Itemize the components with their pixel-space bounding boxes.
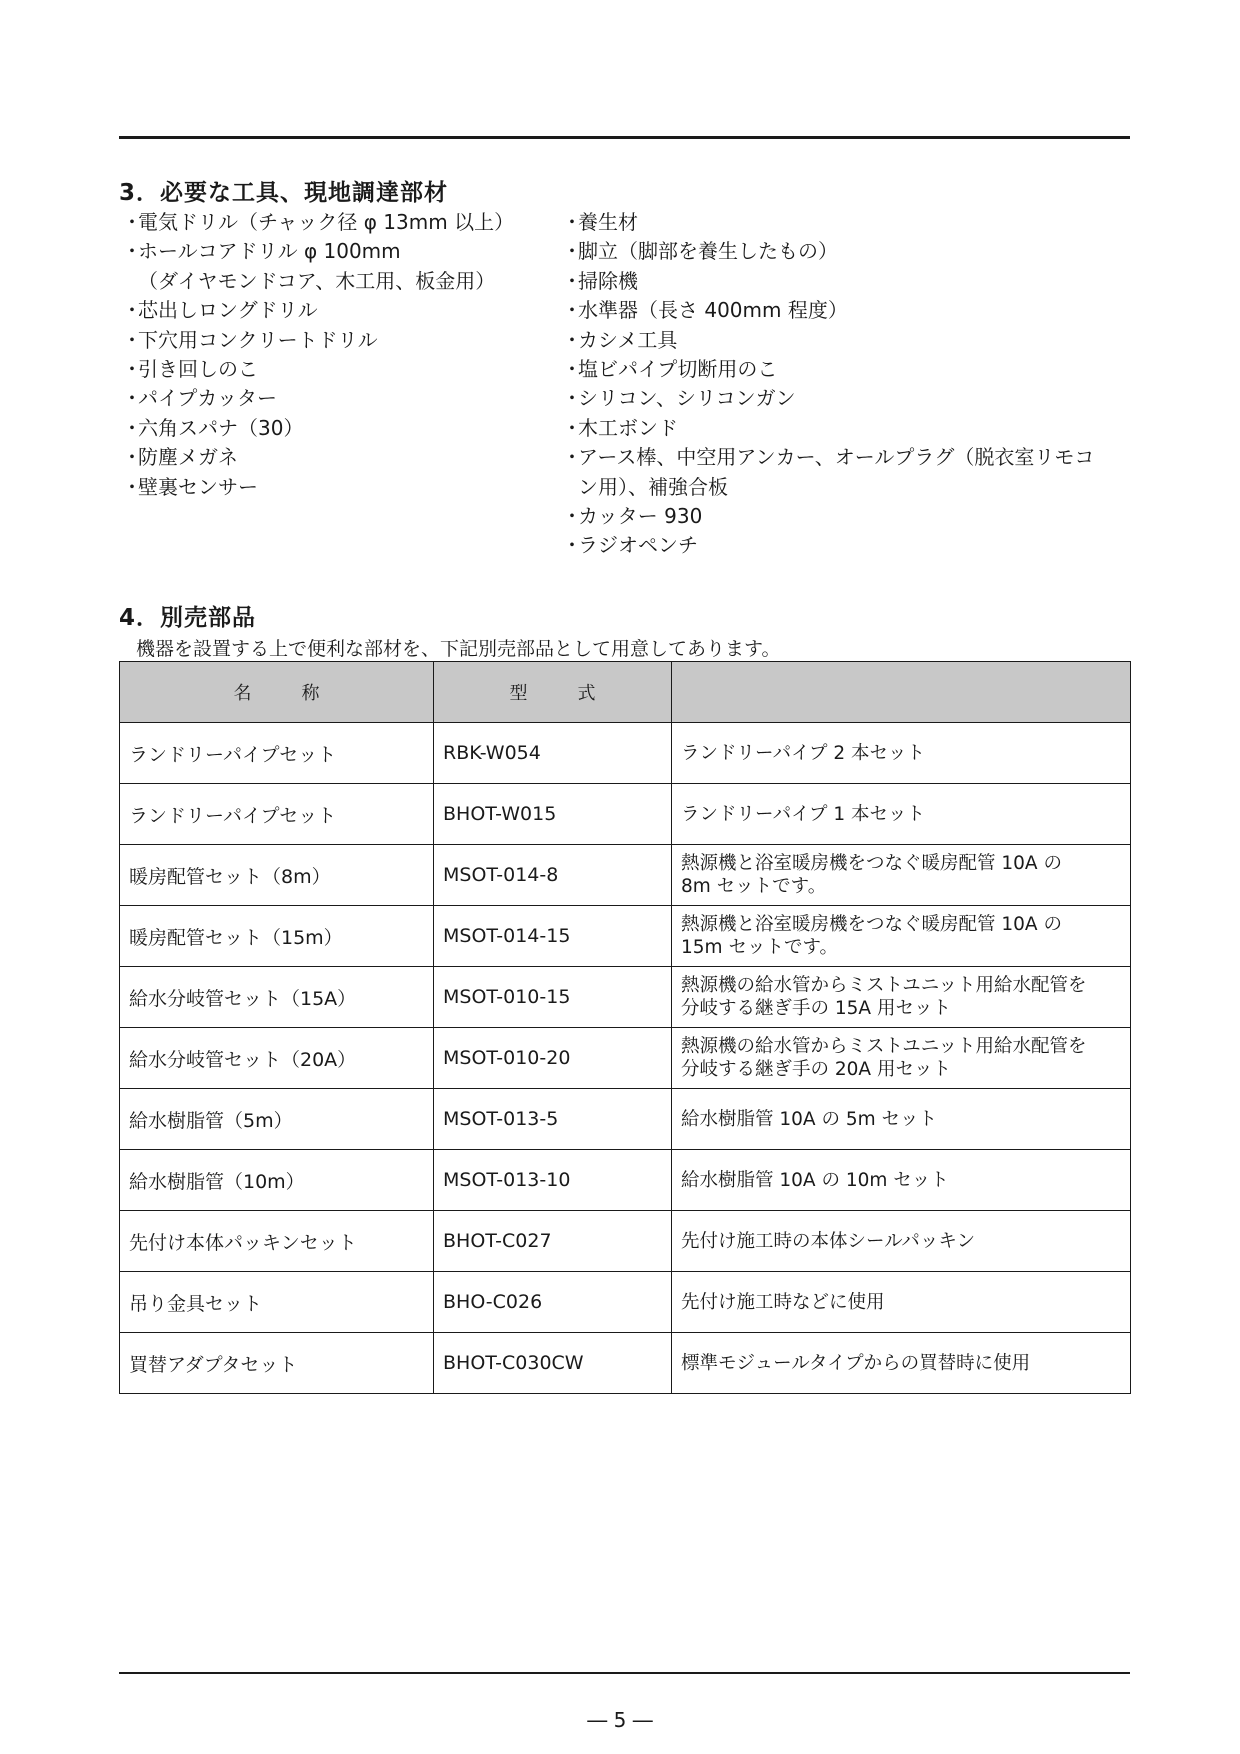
list-item-text: 電気ドリル（チャック径 φ 13mm 以上） bbox=[138, 210, 515, 234]
bullet-mark: ・ bbox=[562, 533, 582, 558]
cell-remark: ランドリーパイプ 2 本セット bbox=[672, 723, 1131, 784]
cell-remark: 標準モジュールタイプからの買替時に使用 bbox=[672, 1333, 1131, 1394]
table-row bbox=[120, 1150, 1131, 1211]
list-item-text: 木工ボンド bbox=[578, 415, 678, 440]
bullet-mark: ・ bbox=[562, 239, 582, 264]
cell-name: 吊り金具セット bbox=[120, 1272, 434, 1333]
page-number: ― 5 ― bbox=[587, 1708, 653, 1732]
table-row bbox=[120, 1333, 1131, 1394]
cell-name: 給水樹脂管（10m） bbox=[120, 1150, 434, 1211]
bullet-mark: ・ bbox=[562, 298, 582, 323]
list-item bbox=[562, 531, 1137, 560]
list-item bbox=[122, 473, 552, 502]
cell-model: MSOT-010-20 bbox=[434, 1028, 672, 1089]
cell-model: MSOT-013-5 bbox=[434, 1089, 672, 1150]
bullet-mark: ・ bbox=[122, 357, 142, 382]
list-item bbox=[122, 267, 552, 296]
bullet-mark: ・ bbox=[122, 445, 142, 470]
list-item-text: 芯出しロングドリル bbox=[138, 298, 318, 323]
cell-remark: 先付け施工時の本体シールパッキン bbox=[672, 1211, 1131, 1272]
bottom-divider bbox=[119, 1672, 1130, 1674]
bullet-mark: ・ bbox=[562, 268, 582, 293]
bullet-mark: ・ bbox=[562, 357, 582, 382]
list-item-text: 引き回しのこ bbox=[138, 357, 258, 382]
list-item bbox=[562, 384, 1137, 413]
bullet-mark: ・ bbox=[122, 415, 142, 440]
cell-model: BHOT-C027 bbox=[434, 1211, 672, 1272]
bullet-mark: ・ bbox=[122, 386, 142, 411]
bullet-mark: ・ bbox=[562, 210, 582, 234]
list-item-text: カシメ工具 bbox=[578, 327, 678, 352]
cell-name: 暖房配管セット（8m） bbox=[120, 845, 434, 906]
cell-model: MSOT-010-15 bbox=[434, 967, 672, 1028]
cell-model: RBK-W054 bbox=[434, 723, 672, 784]
cell-name: 先付け本体パッキンセット bbox=[120, 1211, 434, 1272]
bullet-mark: ・ bbox=[122, 210, 142, 234]
list-item bbox=[562, 208, 1137, 237]
table-row bbox=[120, 1211, 1131, 1272]
list-item bbox=[562, 267, 1137, 296]
list-item-text: アース棒、中空用アンカー、オールプラグ（脱衣室リモコ bbox=[578, 445, 1095, 470]
list-item-text: 脚立（脚部を養生したもの） bbox=[578, 239, 838, 264]
list-item-text: ラジオペンチ bbox=[578, 533, 698, 558]
section-3-title: 3．必要な工具、現地調達部材 bbox=[119, 180, 449, 206]
cell-remark: 熱源機の給水管からミストユニット用給水配管を 分岐する継ぎ手の 15A 用セット bbox=[672, 967, 1131, 1028]
cell-model: MSOT-014-8 bbox=[434, 845, 672, 906]
list-item-text: （ダイヤモンドコア、木工用、板金用） bbox=[138, 268, 496, 293]
list-item bbox=[562, 414, 1137, 443]
tools-list-right bbox=[562, 208, 1137, 561]
table-row bbox=[120, 1089, 1131, 1150]
list-item-text: 壁裏センサー bbox=[138, 474, 258, 499]
cell-name: 給水樹脂管（5m） bbox=[120, 1089, 434, 1150]
table-row bbox=[120, 1028, 1131, 1089]
table-header-row bbox=[120, 662, 1131, 723]
list-item-text: 水準器（長さ 400mm 程度） bbox=[578, 298, 848, 323]
list-item bbox=[562, 326, 1137, 355]
bullet-mark: ・ bbox=[122, 298, 142, 323]
header-remark bbox=[672, 662, 1131, 723]
bullet-mark: ・ bbox=[562, 415, 582, 440]
table-row bbox=[120, 723, 1131, 784]
bullet-mark: ・ bbox=[562, 386, 582, 411]
list-item bbox=[122, 384, 552, 413]
table-body bbox=[120, 723, 1131, 1394]
section-4-title: 4．別売部品 bbox=[119, 605, 257, 631]
cell-model: BHO-C026 bbox=[434, 1272, 672, 1333]
bullet-mark: ・ bbox=[562, 327, 582, 352]
cell-model: MSOT-013-10 bbox=[434, 1150, 672, 1211]
section-4-intro: 機器を設置する上で便利な部材を、下記別売部品として用意してあります。 bbox=[136, 638, 781, 660]
list-item bbox=[122, 237, 552, 266]
optional-parts-table bbox=[119, 661, 1131, 1394]
cell-name: ランドリーパイプセット bbox=[120, 784, 434, 845]
cell-remark: 先付け施工時などに使用 bbox=[672, 1272, 1131, 1333]
list-item bbox=[122, 414, 552, 443]
cell-model: MSOT-014-15 bbox=[434, 906, 672, 967]
list-item-text: 養生材 bbox=[578, 210, 638, 234]
cell-remark: 熱源機と浴室暖房機をつなぐ暖房配管 10A の 8m セットです。 bbox=[672, 845, 1131, 906]
list-item bbox=[562, 237, 1137, 266]
list-item bbox=[122, 208, 552, 237]
list-item-text: 防塵メガネ bbox=[138, 445, 238, 470]
list-item bbox=[122, 355, 552, 384]
cell-model: BHOT-W015 bbox=[434, 784, 672, 845]
list-item bbox=[562, 355, 1137, 384]
table-row bbox=[120, 906, 1131, 967]
list-item-text: シリコン、シリコンガン bbox=[578, 386, 796, 411]
header-model: 型式 bbox=[434, 662, 672, 723]
list-item-text: 下穴用コンクリートドリル bbox=[138, 327, 378, 352]
list-item-text: 掃除機 bbox=[578, 268, 638, 293]
table-row bbox=[120, 784, 1131, 845]
bullet-mark: ・ bbox=[122, 327, 142, 352]
table-row bbox=[120, 845, 1131, 906]
list-item bbox=[562, 296, 1137, 325]
top-divider bbox=[119, 136, 1130, 139]
cell-name: ランドリーパイプセット bbox=[120, 723, 434, 784]
list-item bbox=[562, 473, 1137, 502]
cell-name: 給水分岐管セット（15A） bbox=[120, 967, 434, 1028]
bullet-mark: ・ bbox=[562, 445, 582, 470]
list-item bbox=[122, 296, 552, 325]
bullet-mark: ・ bbox=[122, 474, 142, 499]
list-item bbox=[122, 443, 552, 472]
list-item-text: パイプカッター bbox=[138, 386, 277, 411]
list-item bbox=[562, 443, 1137, 472]
header-name: 名称 bbox=[120, 662, 434, 723]
cell-name: 買替アダプタセット bbox=[120, 1333, 434, 1394]
list-item-text: ン用）、補強合板 bbox=[578, 474, 728, 499]
list-item bbox=[122, 326, 552, 355]
table-row bbox=[120, 967, 1131, 1028]
list-item-text: カッター 930 bbox=[578, 504, 703, 529]
list-item-text: ホールコアドリル φ 100mm bbox=[138, 239, 401, 264]
cell-model: BHOT-C030CW bbox=[434, 1333, 672, 1394]
cell-name: 給水分岐管セット（20A） bbox=[120, 1028, 434, 1089]
table-row bbox=[120, 1272, 1131, 1333]
cell-remark: 給水樹脂管 10A の 5m セット bbox=[672, 1089, 1131, 1150]
cell-remark: ランドリーパイプ 1 本セット bbox=[672, 784, 1131, 845]
tools-list-left bbox=[122, 208, 552, 502]
cell-name: 暖房配管セット（15m） bbox=[120, 906, 434, 967]
list-item-text: 塩ビパイプ切断用のこ bbox=[578, 357, 778, 382]
bullet-mark: ・ bbox=[122, 239, 142, 264]
bullet-mark: ・ bbox=[562, 504, 582, 529]
list-item bbox=[562, 502, 1137, 531]
cell-remark: 給水樹脂管 10A の 10m セット bbox=[672, 1150, 1131, 1211]
cell-remark: 熱源機と浴室暖房機をつなぐ暖房配管 10A の 15m セットです。 bbox=[672, 906, 1131, 967]
cell-remark: 熱源機の給水管からミストユニット用給水配管を 分岐する継ぎ手の 20A 用セット bbox=[672, 1028, 1131, 1089]
list-item-text: 六角スパナ（30） bbox=[138, 415, 304, 440]
